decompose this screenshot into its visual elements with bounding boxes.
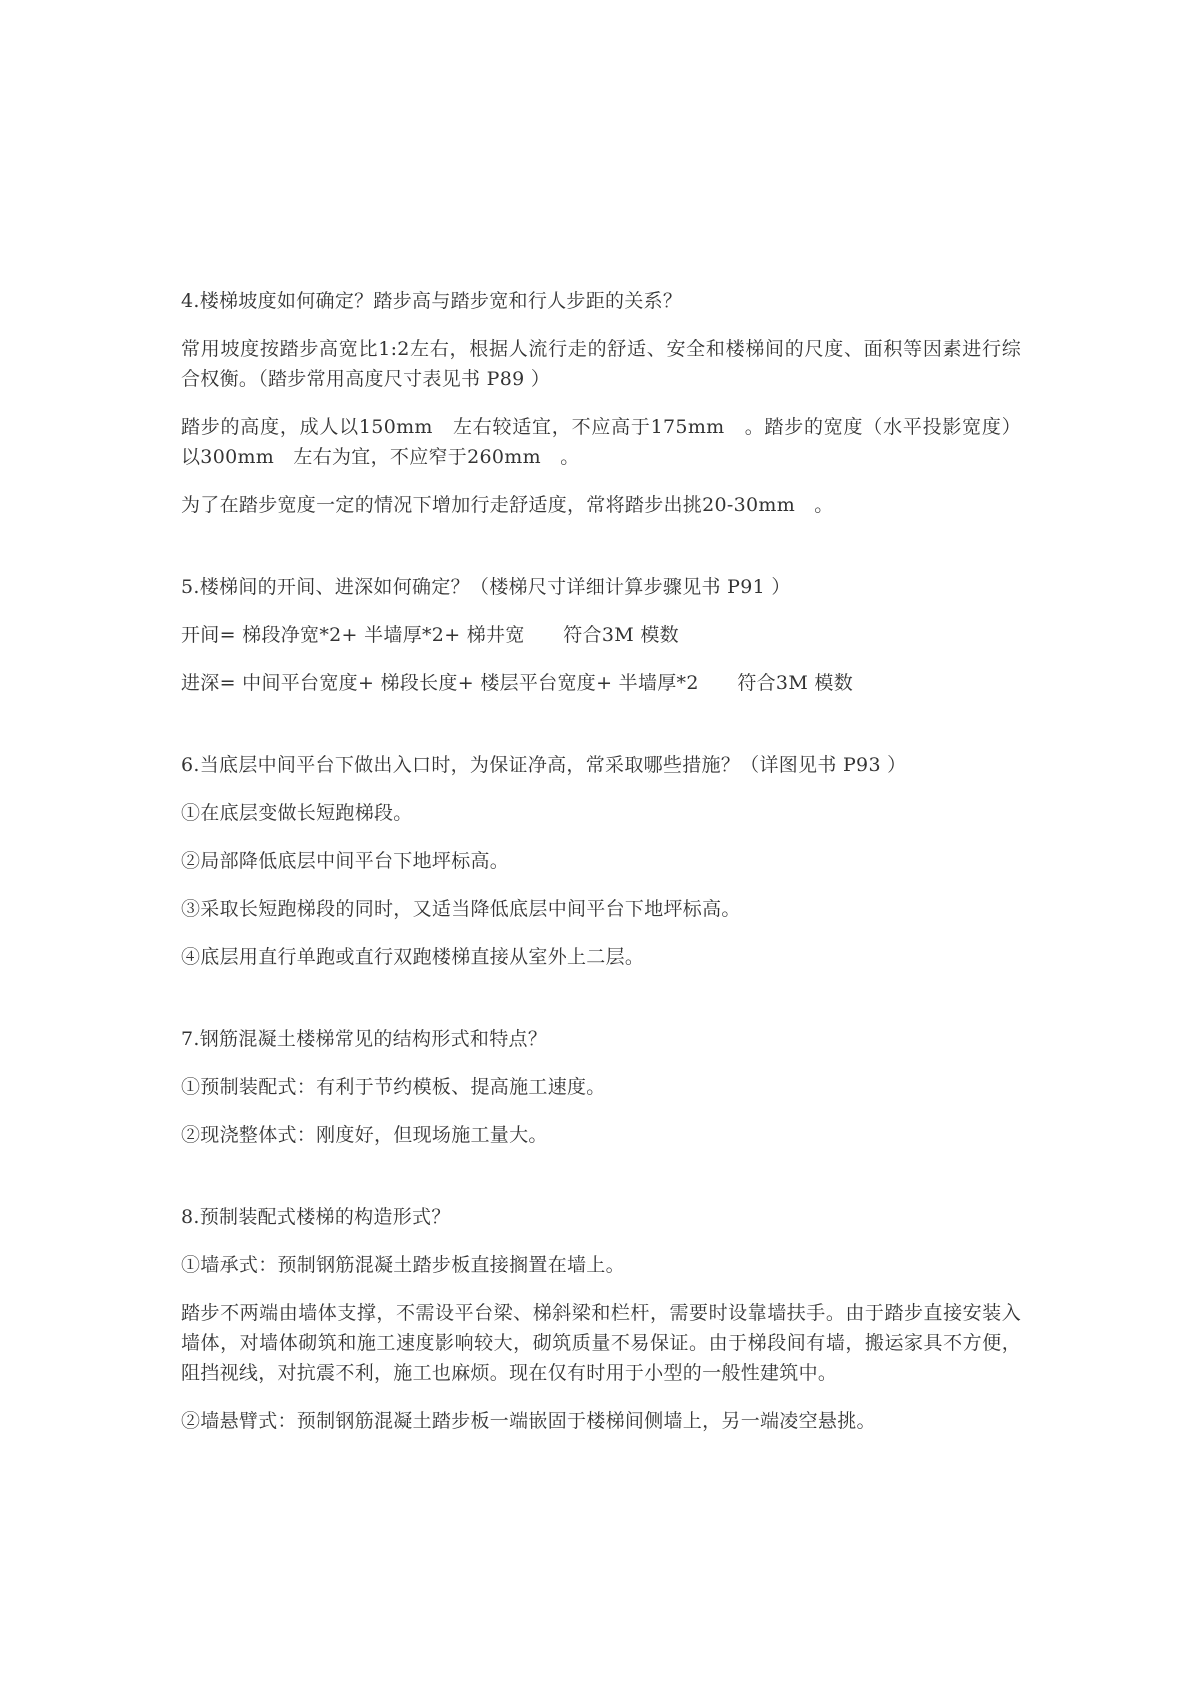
question-heading: 6.当底层中间平台下做出入口时，为保证净高，常采取哪些措施？（详图见书 P93 ） [181, 754, 907, 776]
list-item: ②墙悬臂式：预制钢筋混凝土踏步板一端嵌固于楼梯间侧墙上，另一端凌空悬挑。 [181, 1410, 876, 1432]
list-item: ④底层用直行单跑或直行双跑楼梯直接从室外上二层。 [181, 946, 645, 968]
list-item: ③采取长短跑梯段的同时，又适当降低底层中间平台下地坪标高。 [181, 898, 741, 920]
list-item: ②局部降低底层中间平台下地坪标高。 [181, 850, 510, 872]
list-item: ②现浇整体式：刚度好，但现场施工量大。 [181, 1124, 548, 1146]
question-heading: 4.楼梯坡度如何确定？踏步高与踏步宽和行人步距的关系？ [181, 290, 683, 312]
question-heading: 7.钢筋混凝土楼梯常见的结构形式和特点？ [181, 1028, 548, 1050]
section-4 [181, 286, 1021, 520]
section-6 [181, 750, 1021, 972]
list-item: ①墙承式：预制钢筋混凝土踏步板直接搁置在墙上。 [181, 1254, 625, 1276]
paragraph: 常用坡度按踏步高宽比1:2左右，根据人流行走的舒适、安全和楼梯间的尺度、面积等因素进行综合权衡。（踏步常用高度尺寸表见书 P89 ） [181, 338, 1021, 390]
paragraph: 为了在踏步宽度一定的情况下增加行走舒适度，常将踏步出挑20-30mm 。 [181, 494, 834, 516]
paragraph: 进深= 中间平台宽度+ 梯段长度+ 楼层平台宽度+ 半墙厚*2 符合3M 模数 [181, 672, 854, 694]
document-body [181, 286, 1021, 1436]
section-7 [181, 1024, 1021, 1150]
question-heading: 8.预制装配式楼梯的构造形式？ [181, 1206, 451, 1228]
paragraph: 踏步不两端由墙体支撑，不需设平台梁、梯斜梁和栏杆，需要时设靠墙扶手。由于踏步直接安装入墙体，对墙体砌筑和施工速度影响较大，砌筑质量不易保证。由于梯段间有墙，搬运家具不方便，阻挡视线，对抗震不利，施工也麻烦。现在仅有时用于小型的一般性建筑中。 [181, 1302, 1021, 1384]
paragraph: 开间= 梯段净宽*2+ 半墙厚*2+ 梯井宽 符合3M 模数 [181, 624, 679, 646]
list-item: ①预制装配式：有利于节约模板、提高施工速度。 [181, 1076, 606, 1098]
list-item: ①在底层变做长短跑梯段。 [181, 802, 413, 824]
question-heading: 5.楼梯间的开间、进深如何确定？（楼梯尺寸详细计算步骤见书 P91 ） [181, 576, 791, 598]
paragraph: 踏步的高度，成人以150mm 左右较适宜，不应高于175mm 。踏步的宽度（水平投影宽度）以300mm 左右为宜，不应窄于260mm 。 [181, 416, 1021, 468]
section-5 [181, 572, 1021, 698]
section-8 [181, 1202, 1021, 1436]
